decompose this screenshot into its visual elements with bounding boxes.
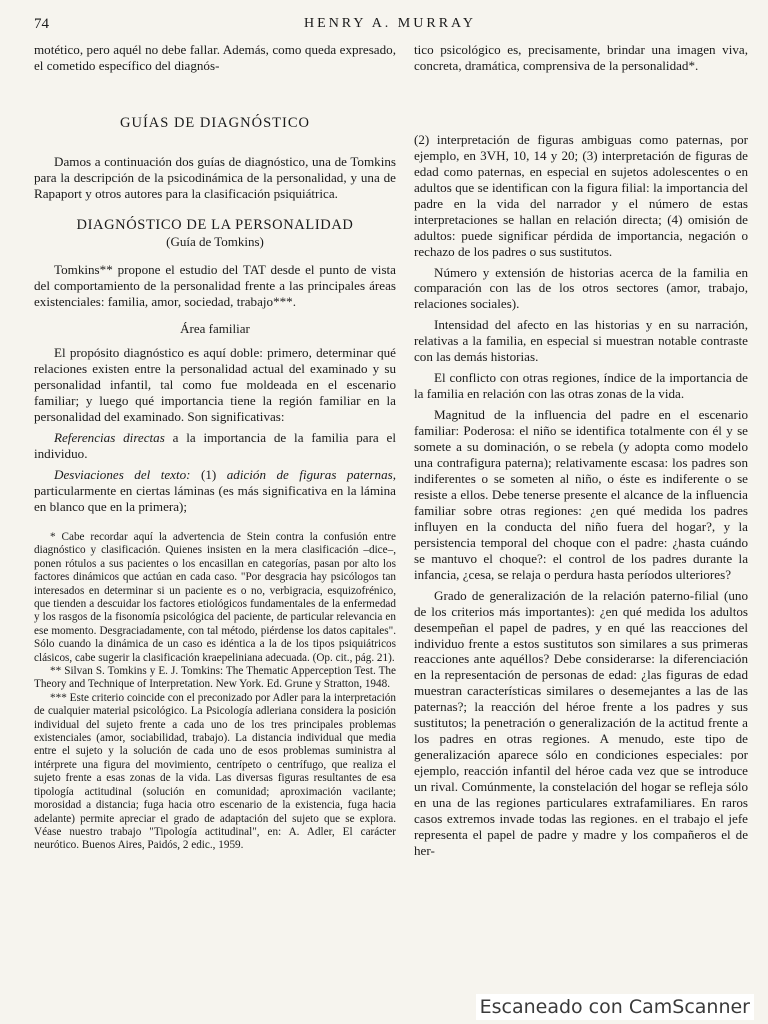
paragraph-intensity: Intensidad del afecto en las historias y en su narración, relativas a la familia, en especial si muestran notable contraste con las demás historias. (414, 317, 748, 365)
paragraph-deviations (34, 467, 396, 515)
diagnosis-title: DIAGNÓSTICO DE LA PERSONALIDAD (76, 216, 354, 233)
area-title: Área familiar (180, 321, 250, 337)
references-italic: Referencias directas (54, 430, 165, 446)
deviations-number: (1) (190, 467, 227, 483)
paragraph-references (34, 430, 396, 462)
footnote-3: *** Este criterio coincide con el preconizado por Adler para la interpretación de cualquier material psicológico. La Psicología adleriana considera la posición individual del sujeto frente a cada uno de los tres principales problemas existenciales (amor, sociabilidad, trabajo). La distancia individual que media entre el sujeto y la solución de cada uno de esos problemas suministra al intérprete una figura del movimiento, centrípeto o centrífugo, que realiza el sujeto frente a esas zonas de la vida. Las diversas figuras resultantes de esa tipología actitudinal (solución en comunidad; aproximación vacilante; morosidad a distancia; fuga hacia otro escenario de la existencia, fuga hacia adelante) permite apreciar el grado de adaptación del sujeto que se explora. Véase nuestro trabajo "Tipología actitudinal", en: A. Adler, El carácter neurótico. Buenos Aires, Paidós, 2 edic., 1959. (34, 691, 396, 852)
page-header (34, 10, 746, 34)
section-title: GUÍAS DE DIAGNÓSTICO (120, 114, 310, 131)
footnotes (34, 531, 396, 853)
footnote-1: * Cabe recordar aquí la advertencia de Stein contra la confusión entre diagnóstico y clasificación. Quienes insisten en la mera clasificación –dice–, ponen rótulos a sus pacientes o los encasillan en categorías, pasan por alto los factores dinámicos que actúan en cada caso. "Por desgracia hay psicólogos tan interesados en determinar si un paciente es o no, verbigracia, esquizofrénico, que tienden a descuidar los factores etiológicos fundamentales de la enfermedad y los rasgos de la fisonomía psicológica del paciente, de particular relevancia en ese momento. Desgraciadamente, con tal método, piérdense los datos capitales". Sólo cuando la dinámica de un caso es idéntica a la de los tipos psiquiátricos clásicos, cabe sugerir la clasificación kraepeliniana adecuada. (Op. cit., pág. 21). (34, 530, 396, 664)
right-column (414, 42, 748, 864)
paragraph-guides: Damos a continuación dos guías de diagnóstico, una de Tomkins para la descripción de la psicodinámica de la personalidad, y una de Rapaport y otros autores para la clasificación psiquiátrica. (34, 153, 396, 201)
references-text: a la importancia de la familia para el individuo. (34, 430, 397, 462)
paragraph-number: Número y extensión de historias acerca de la familia en comparación con las de los otros sectores (amor, trabajo, relaciones sociales). (414, 264, 748, 312)
diagnosis-subtitle: (Guía de Tomkins) (166, 233, 264, 249)
paragraph-intro: motético, pero aquél no debe fallar. Además, como queda expresado, el cometido específico del diagnós- (34, 42, 396, 73)
left-column (34, 42, 396, 853)
deviations-text: particularmente en ciertas láminas (es más significativa en la lámina en blanco que en la primera); (34, 483, 396, 515)
running-head: HENRY A. MURRAY (304, 16, 476, 31)
deviations-italic: Desviaciones del texto: (54, 467, 191, 483)
paragraph-magnitude: Magnitud de la influencia del padre en el escenario familiar: Poderosa: el niño se identifica totalmente con él y se somete a su dominación, o se rebela (y adopta como modelo una contrafigura paterna); relativamente escasa: los padres son indiferentes o se someten al niño, o éste es indiferente o se resiste a ellos. Debe tenerse presente el alcance de la influencia familiar sobre otras regiones: ¿en qué medida los padres influyen en la conducta del niño fuera del hogar?, y la persistencia temporal del choque con el padre: ¿hasta cuándo se mantuvo el choque?: el control de los padres durante la infancia, ¿cesa, se relaja o perdura hasta períodos ulteriores? (414, 407, 748, 582)
deviations-italic-2: adición de figuras paternas, (226, 467, 396, 483)
footnote-2: ** Silvan S. Tomkins y E. J. Tomkins: The Thematic Apperception Test. The Theory and Technique of Interpretation. New York. Ed. Grune y Stratton, 1948. (34, 665, 396, 691)
paragraph-interpretation: (2) interpretación de figuras ambiguas como paternas, por ejemplo, en 3VH, 10, 14 y 20; (3) interpretación de figuras de edad como paternas, en especial en sujetos adolescentes o en adultos que se identifican con la figura filial: la importancia del padre en la vida del narrador y el número de estas interpretaciones se hallan en relación directa; (4) omisión de adultos: puede significar pérdida de importancia, negación o rechazo de los padres o sus sustitutos. (414, 131, 748, 259)
paragraph-continuation: tico psicológico es, precisamente, brindar una imagen viva, concreta, dramática, comprensiva de la personalidad*. (414, 42, 748, 73)
paragraph-degree: Grado de generalización de la relación paterno-filial (uno de los criterios más importantes): ¿en qué medida los adultos desempeñan el papel de padres, y en qué las reacciones del individuo frente a estos sustitutos son similares a sus primeras reacciones ante aquéllos? Debe considerarse: la diferenciación en la representación de personas de edad: ¿las figuras de edad muestran características similares o desemejantes a las de las paternas?; la reacción del héroe frente a los padres y sus sustitutos; la penetración o generalización de la actitud frente a los padres en otras regiones. A menudo, este tipo de generalización aparece sólo en condiciones especiales: por ejemplo, reacción infantil del héroe cada vez que se introduce un rival. Comúnmente, la constelación del hogar se refleja sólo en una de las regiones particulares extrafamiliares. En raros casos extremos invade todas las regiones. en el trabajo el jefe representa el papel de padre y madre y los compañeros el de her- (414, 587, 748, 858)
paragraph-tomkins: Tomkins** propone el estudio del TAT desde el punto de vista del comportamiento de la personalidad frente a las principales áreas existenciales: familia, amor, sociedad, trabajo***. (34, 261, 396, 309)
camscanner-watermark: Escaneado con CamScanner (476, 994, 754, 1020)
paragraph-purpose: El propósito diagnóstico es aquí doble: primero, determinar qué relaciones existen entre la personalidad actual del examinado y su personalidad infantil, tal como fue moldeada en el escenario familiar; y luego qué importancia tiene la región familiar en la personalidad del examinado. Son significativas: (34, 345, 396, 425)
page-number: 74 (34, 16, 49, 32)
paragraph-conflict: El conflicto con otras regiones, índice de la importancia de la familia en relación con las otras zonas de la vida. (414, 370, 748, 402)
spacer (414, 79, 748, 132)
